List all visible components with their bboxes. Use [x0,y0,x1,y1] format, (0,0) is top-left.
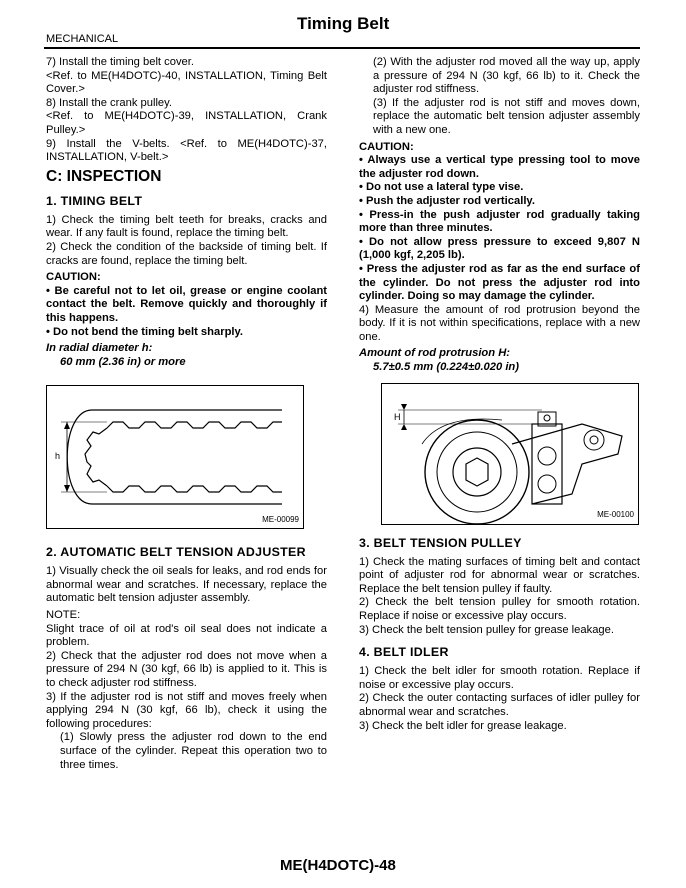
install-step: 8) Install the crank pulley. [46,96,173,109]
caution-item: • Press the adjuster rod as far as the end surface of the cylinder. Do not press the adjuster rod into cylinder. Doing so may damage the cylinder. [359,262,640,303]
install-ref: <Ref. to ME(H4DOTC)-40, INSTALLATION, Timing Belt Cover.> [46,69,327,96]
caution-item: • Do not allow press pressure to exceed 9,807 N (1,000 kgf, 2,205 lb). [359,235,640,262]
timing-belt-figure [46,385,304,529]
section-label: MECHANICAL [46,33,119,45]
idler-heading: 4. BELT IDLER [359,645,449,660]
note-text: Slight trace of oil at rod's oil seal does not indicate a problem. [46,622,327,649]
idler-para: 1) Check the belt idler for smooth rotation. Replace if noise or excessive play occurs. [359,665,640,691]
right-column [359,56,640,733]
timing-belt-drawing [47,386,303,528]
page-number: ME(H4DOTC)-48 [280,857,396,874]
caution-label: CAUTION: [46,271,101,284]
idler-para: 2) Check the outer contacting surfaces of idler pulley for abnormal wear and scratches. [359,692,640,718]
tensioner-figure [381,383,639,525]
tensioner-drawing [382,384,638,524]
fig1-h-label: h [55,451,61,462]
tensioner-heading: 2. AUTOMATIC BELT TENSION ADJUSTER [46,545,306,560]
timing-belt-para: 1) Check the timing belt teeth for breaks, cracks and wear. If any fault is found, replace the timing belt. [46,213,327,240]
tensioner-para: 1) Visually check the oil seals for leaks, and rod ends for abnormal wear and scratches. If necessary, replace the automatic belt tension adjuster assembly. [46,565,327,605]
pulley-para: 3) Check the belt tension pulley for grease leakage. [359,623,614,636]
pulley-heading: 3. BELT TENSION PULLEY [359,535,522,550]
caution-label: CAUTION: [359,140,414,153]
protrusion-value: 5.7±0.5 mm (0.224±0.020 in) [373,361,519,374]
caution-item: • Press-in the push adjuster rod gradually taking more than three minutes. [359,208,640,235]
fig2-h-label: H [394,411,401,422]
install-step: 7) Install the timing belt cover. [46,56,194,68]
radial-value: 60 mm (2.36 in) or more [60,355,186,368]
fig1-code: ME-00099 [262,514,299,524]
page-title: Timing Belt [297,14,390,33]
pulley-para: 2) Check the belt tension pulley for smooth rotation. Replace if noise or excessive play occurs. [359,596,640,623]
caution-item: • Push the adjuster rod vertically. [359,194,535,207]
left-column [46,56,327,772]
tensioner-para: 2) Check that the adjuster rod does not move when a pressure of 294 N (30 kgf, 66 lb) is applied to it. This is to check adjuster rod stiffness. [46,649,327,690]
idler-para: 3) Check the belt idler for grease leakage. [359,719,567,732]
caution-item: • Do not use a lateral type vise. [359,181,524,194]
timing-belt-heading: 1. TIMING BELT [46,193,143,208]
radial-label: In radial diameter h: [46,342,153,355]
timing-belt-para: 2) Check the condition of the backside of timing belt. If cracks are found, replace the timing belt. [46,240,327,267]
protrusion-label: Amount of rod protrusion H: [359,347,511,360]
note-label: NOTE: [46,609,81,622]
tensioner-subpara: (2) With the adjuster rod moved all the way up, apply a pressure of 294 N (30 kgf, 66 lb) to it. Check the adjuster rod stiffness. [373,56,640,96]
tensioner-para: 3) If the adjuster rod is not stiff and moves freely when applying 294 N (30 kgf, 66 lb), check it using the following procedures: [46,690,327,730]
pulley-para: 1) Check the mating surfaces of timing belt and contact point of adjuster rod for abnormal wear or scratches. Replace the belt tension pulley if faulty. [359,555,640,595]
measure-para: 4) Measure the amount of rod protrusion beyond the body. If it is not within specifications, replace with a new one. [359,303,640,343]
install-ref: <Ref. to ME(H4DOTC)-39, INSTALLATION, Crank Pulley.> [46,110,327,136]
caution-item: • Always use a vertical type pressing tool to move the adjuster rod down. [359,154,640,180]
caution-item: • Be careful not to let oil, grease or engine coolant contact the belt. Remove quickly and thoroughly if this happens. [46,284,327,324]
tensioner-subpara: (3) If the adjuster rod is not stiff and moves down, replace the automatic belt tension adjuster assembly with a new one. [373,96,640,136]
caution-item: • Do not bend the timing belt sharply. [46,325,244,338]
install-step: 9) Install the V-belts. <Ref. to ME(H4DOTC)-37, INSTALLATION, V-belt.> [46,137,327,164]
inspection-heading: C: INSPECTION [46,167,162,185]
header-rule [44,47,640,49]
tensioner-subpara: (1) Slowly press the adjuster rod down to the end surface of the cylinder. Repeat this operation two to three times. [60,731,327,771]
fig2-code: ME-00100 [597,510,634,520]
